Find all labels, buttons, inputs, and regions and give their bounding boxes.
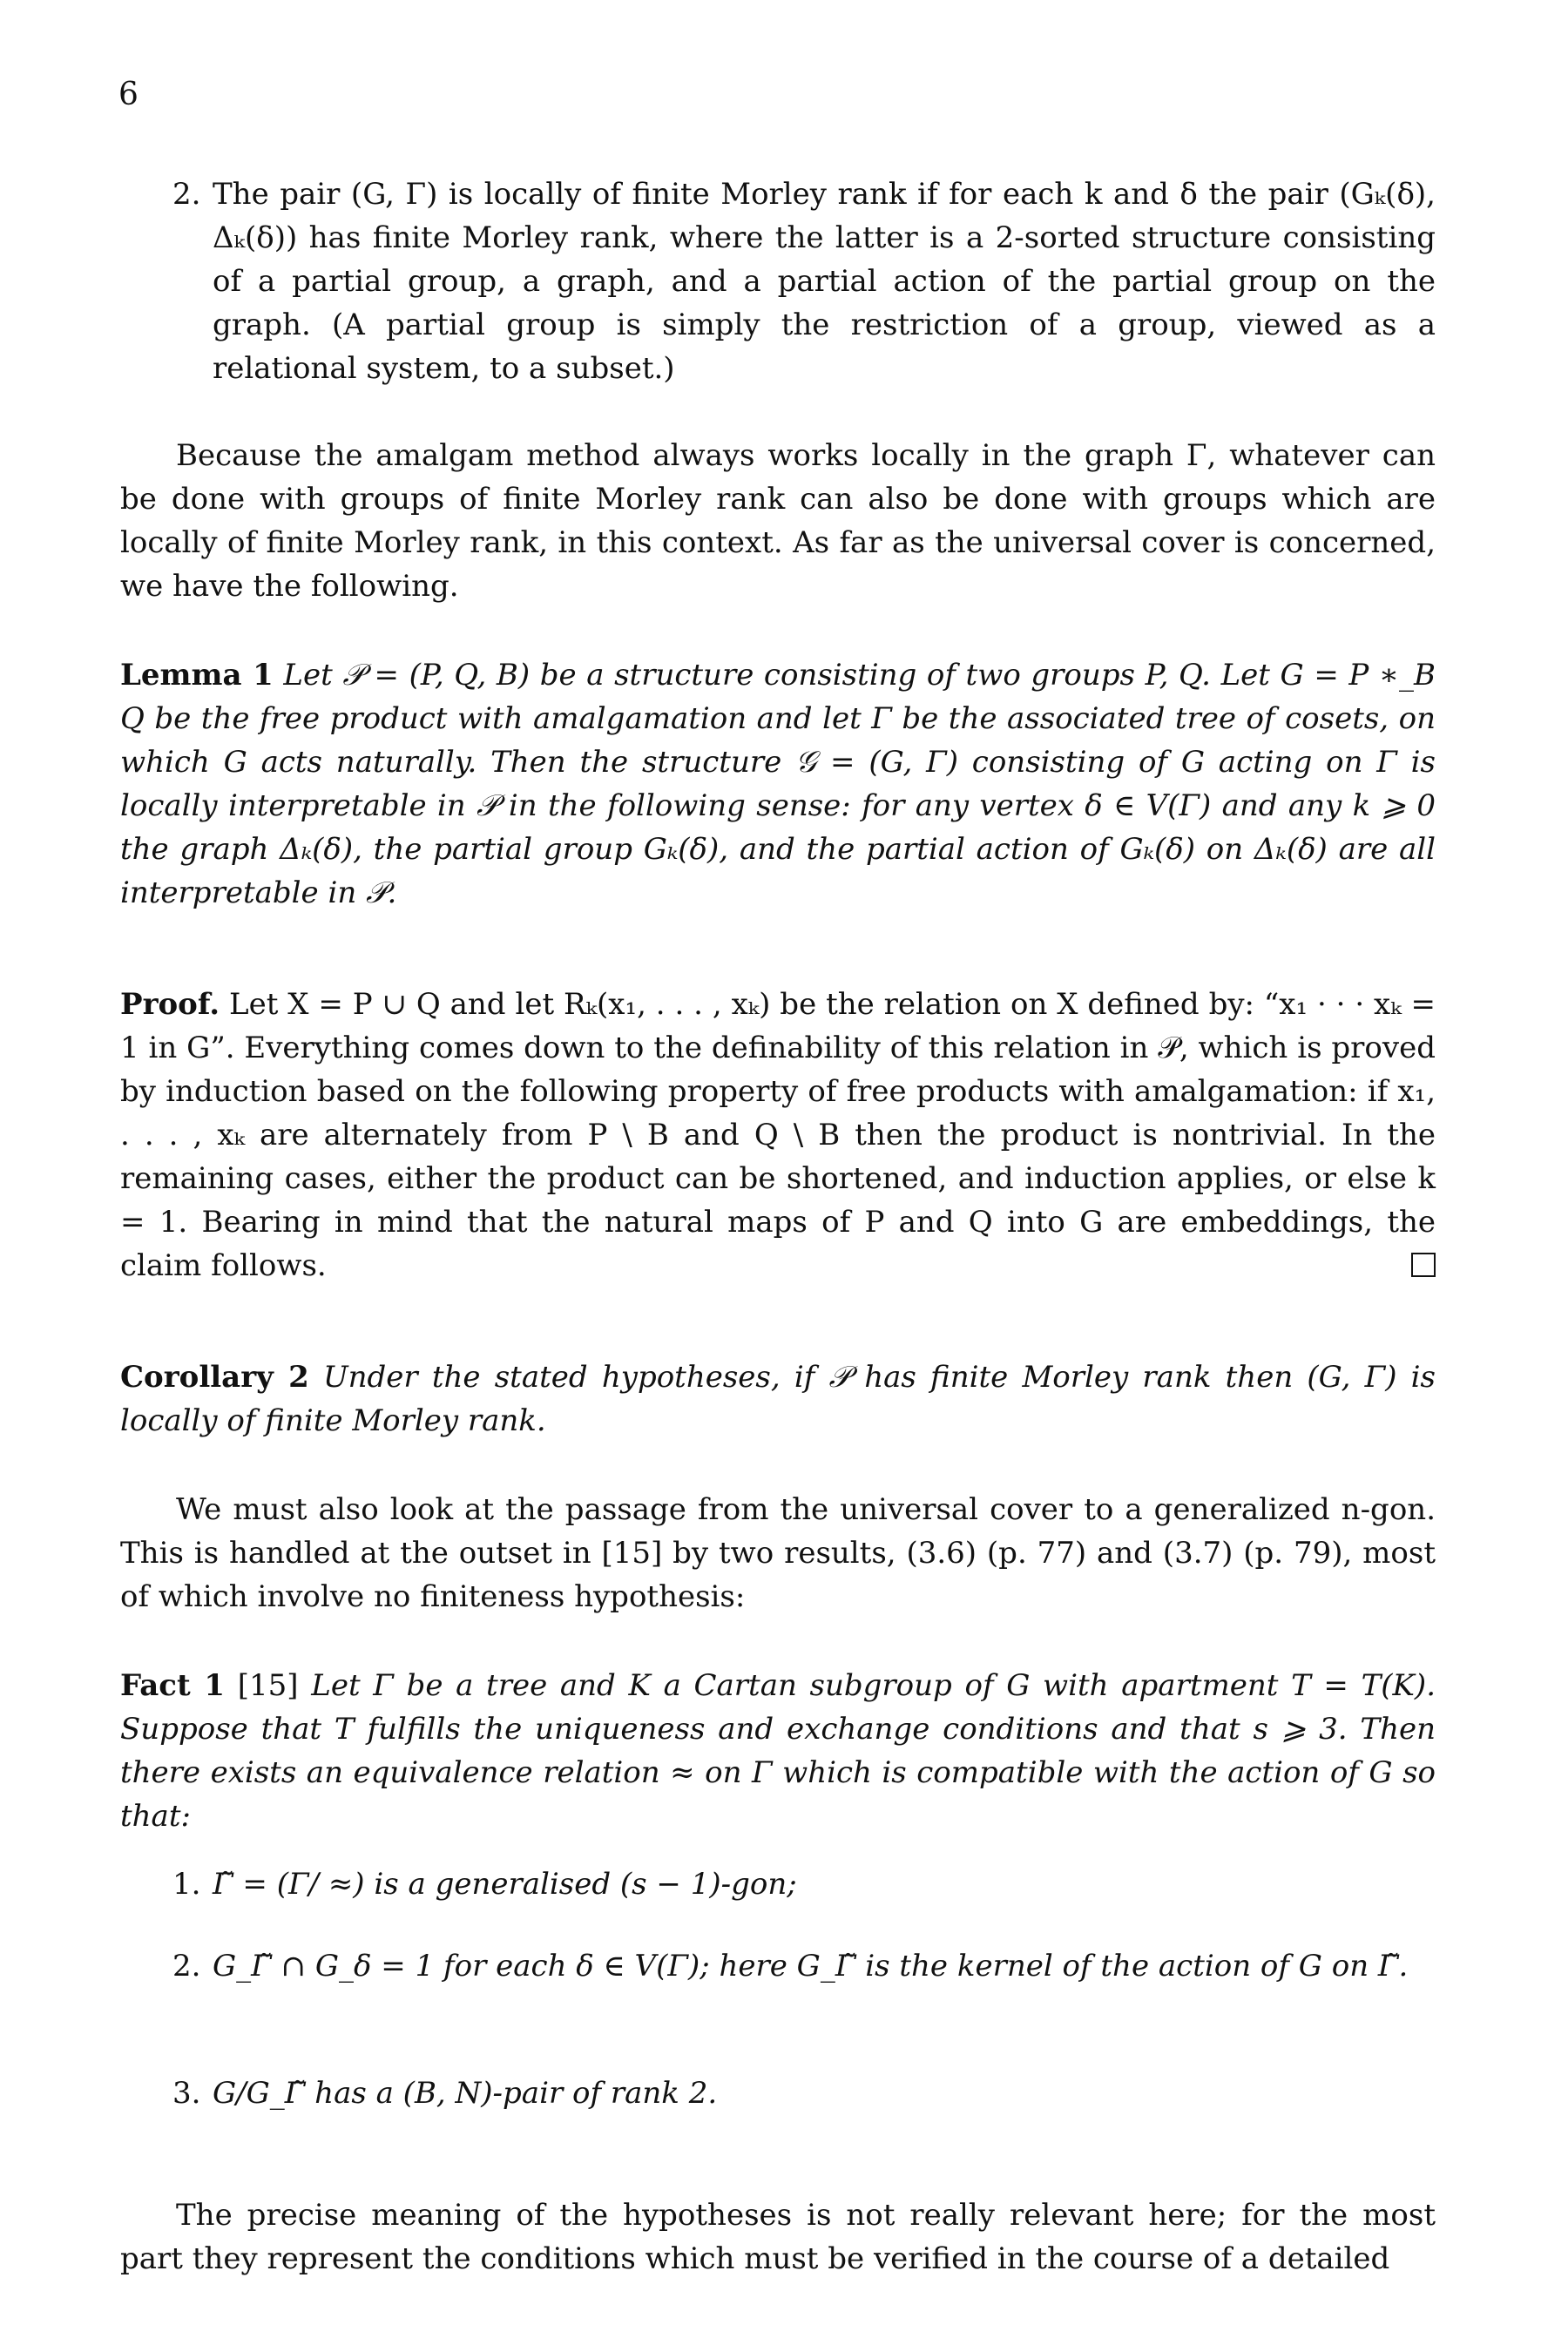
paragraph-text: We must also look at the passage from the universal cover to a generalized n-gon. This is handled at the outset in [15] by two results, (3.6) (p. 77) and (3.7) (p. 79), most of which involve no finiteness hypothesis: bbox=[120, 1492, 1436, 1614]
list-item-2 bbox=[172, 172, 1436, 390]
list-item-number: 3. bbox=[172, 2076, 201, 2111]
fact-item-2 bbox=[172, 1944, 1436, 1988]
corollary-heading: Corollary 2 bbox=[120, 1360, 309, 1395]
list-item-text: G_Γ̃ ∩ G_δ = 1 for each δ ∈ V(Γ); here G_Γ̃ is the kernel of the action of G on Γ̃. bbox=[213, 1949, 1409, 1984]
qed-box-icon bbox=[1411, 1253, 1436, 1277]
fact-heading: Fact 1 bbox=[120, 1668, 226, 1703]
corollary-2 bbox=[120, 1355, 1436, 1443]
paragraph-text: Because the amalgam method always works locally in the graph Γ, whatever can be done with groups of finite Morley rank can also be done with groups which are locally of finite Morley rank, in this context. As far as the universal cover is concerned, we have the following. bbox=[120, 438, 1436, 604]
paragraph-text: The precise meaning of the hypotheses is not really relevant here; for the most part they represent the conditions which must be verified in the course of a detailed bbox=[120, 2198, 1436, 2276]
fact-item-1 bbox=[172, 1862, 1436, 1906]
corollary-statement: Under the stated hypotheses, if 𝒫 has finite Morley rank then (G, Γ) is locally of finite Morley rank. bbox=[120, 1360, 1436, 1438]
paragraph-generalized-ngon bbox=[120, 1488, 1436, 1619]
fact-item-3 bbox=[172, 2072, 1436, 2115]
lemma-heading: Lemma 1 bbox=[120, 658, 274, 693]
list-item-text: Γ̃ = (Γ/ ≈) is a generalised (s − 1)-gon; bbox=[213, 1867, 797, 1902]
page-number: 6 bbox=[118, 77, 139, 112]
proof-text: Let X = P ∪ Q and let Rₖ(x₁, . . . , xₖ) be the relation on X defined by: “x₁ · · · xₖ = 1 in G”. Everything comes down to the definability of this relation in 𝒫, which is proved by induction based on the following property of free products with amalgamation: if x₁, . . . , xₖ are alternately from P \ B and Q \ B then the product is nontrivial. In the remaining cases, either the product can be shortened, and induction applies, or else k = 1. Bearing in mind that the natural maps of P and Q into G are embeddings, the claim follows. bbox=[120, 987, 1436, 1283]
list-item-text: G/G_Γ̃ has a (B, N)-pair of rank 2. bbox=[213, 2076, 718, 2111]
lemma-statement: Let 𝒫 = (P, Q, B) be a structure consisting of two groups P, Q. Let G = P ∗_B Q be the free product with amalgamation and let Γ be the associated tree of cosets, on which G acts naturally. Then the structure 𝒢 = (G, Γ) consisting of G acting on Γ is locally interpretable in 𝒫 in the following sense: for any vertex δ ∈ V(Γ) and any k ⩾ 0 the graph Δₖ(δ), the partial group Gₖ(δ), and the partial action of Gₖ(δ) on Δₖ(δ) are all interpretable in 𝒫. bbox=[120, 658, 1436, 910]
fact-statement: Let Γ be a tree and K a Cartan subgroup of G with apartment T = T(K). Suppose that T fulfills the uniqueness and exchange conditions and that s ⩾ 3. Then there exists an equivalence relation ≈ on Γ which is compatible with the action of G so that: bbox=[120, 1668, 1436, 1834]
fact-citation: [15] bbox=[237, 1668, 299, 1703]
paragraph-amalgam-method bbox=[120, 434, 1436, 608]
list-item-number: 2. bbox=[172, 177, 201, 212]
lemma-1 bbox=[120, 653, 1436, 915]
list-item-number: 2. bbox=[172, 1949, 201, 1984]
fact-1 bbox=[120, 1664, 1436, 1838]
proof bbox=[120, 983, 1436, 1288]
list-item-text: The pair (G, Γ) is locally of finite Morley rank if for each k and δ the pair (Gₖ(δ), Δₖ(δ)) has finite Morley rank, where the latter is a 2-sorted structure consisting of a partial group, a graph, and a partial action of the partial group on the graph. (A partial group is simply the restriction of a group, viewed as a relational system, to a subset.) bbox=[213, 177, 1436, 386]
proof-heading: Proof. bbox=[120, 987, 220, 1022]
paragraph-precise-meaning bbox=[120, 2193, 1436, 2281]
list-item-number: 1. bbox=[172, 1867, 201, 1902]
